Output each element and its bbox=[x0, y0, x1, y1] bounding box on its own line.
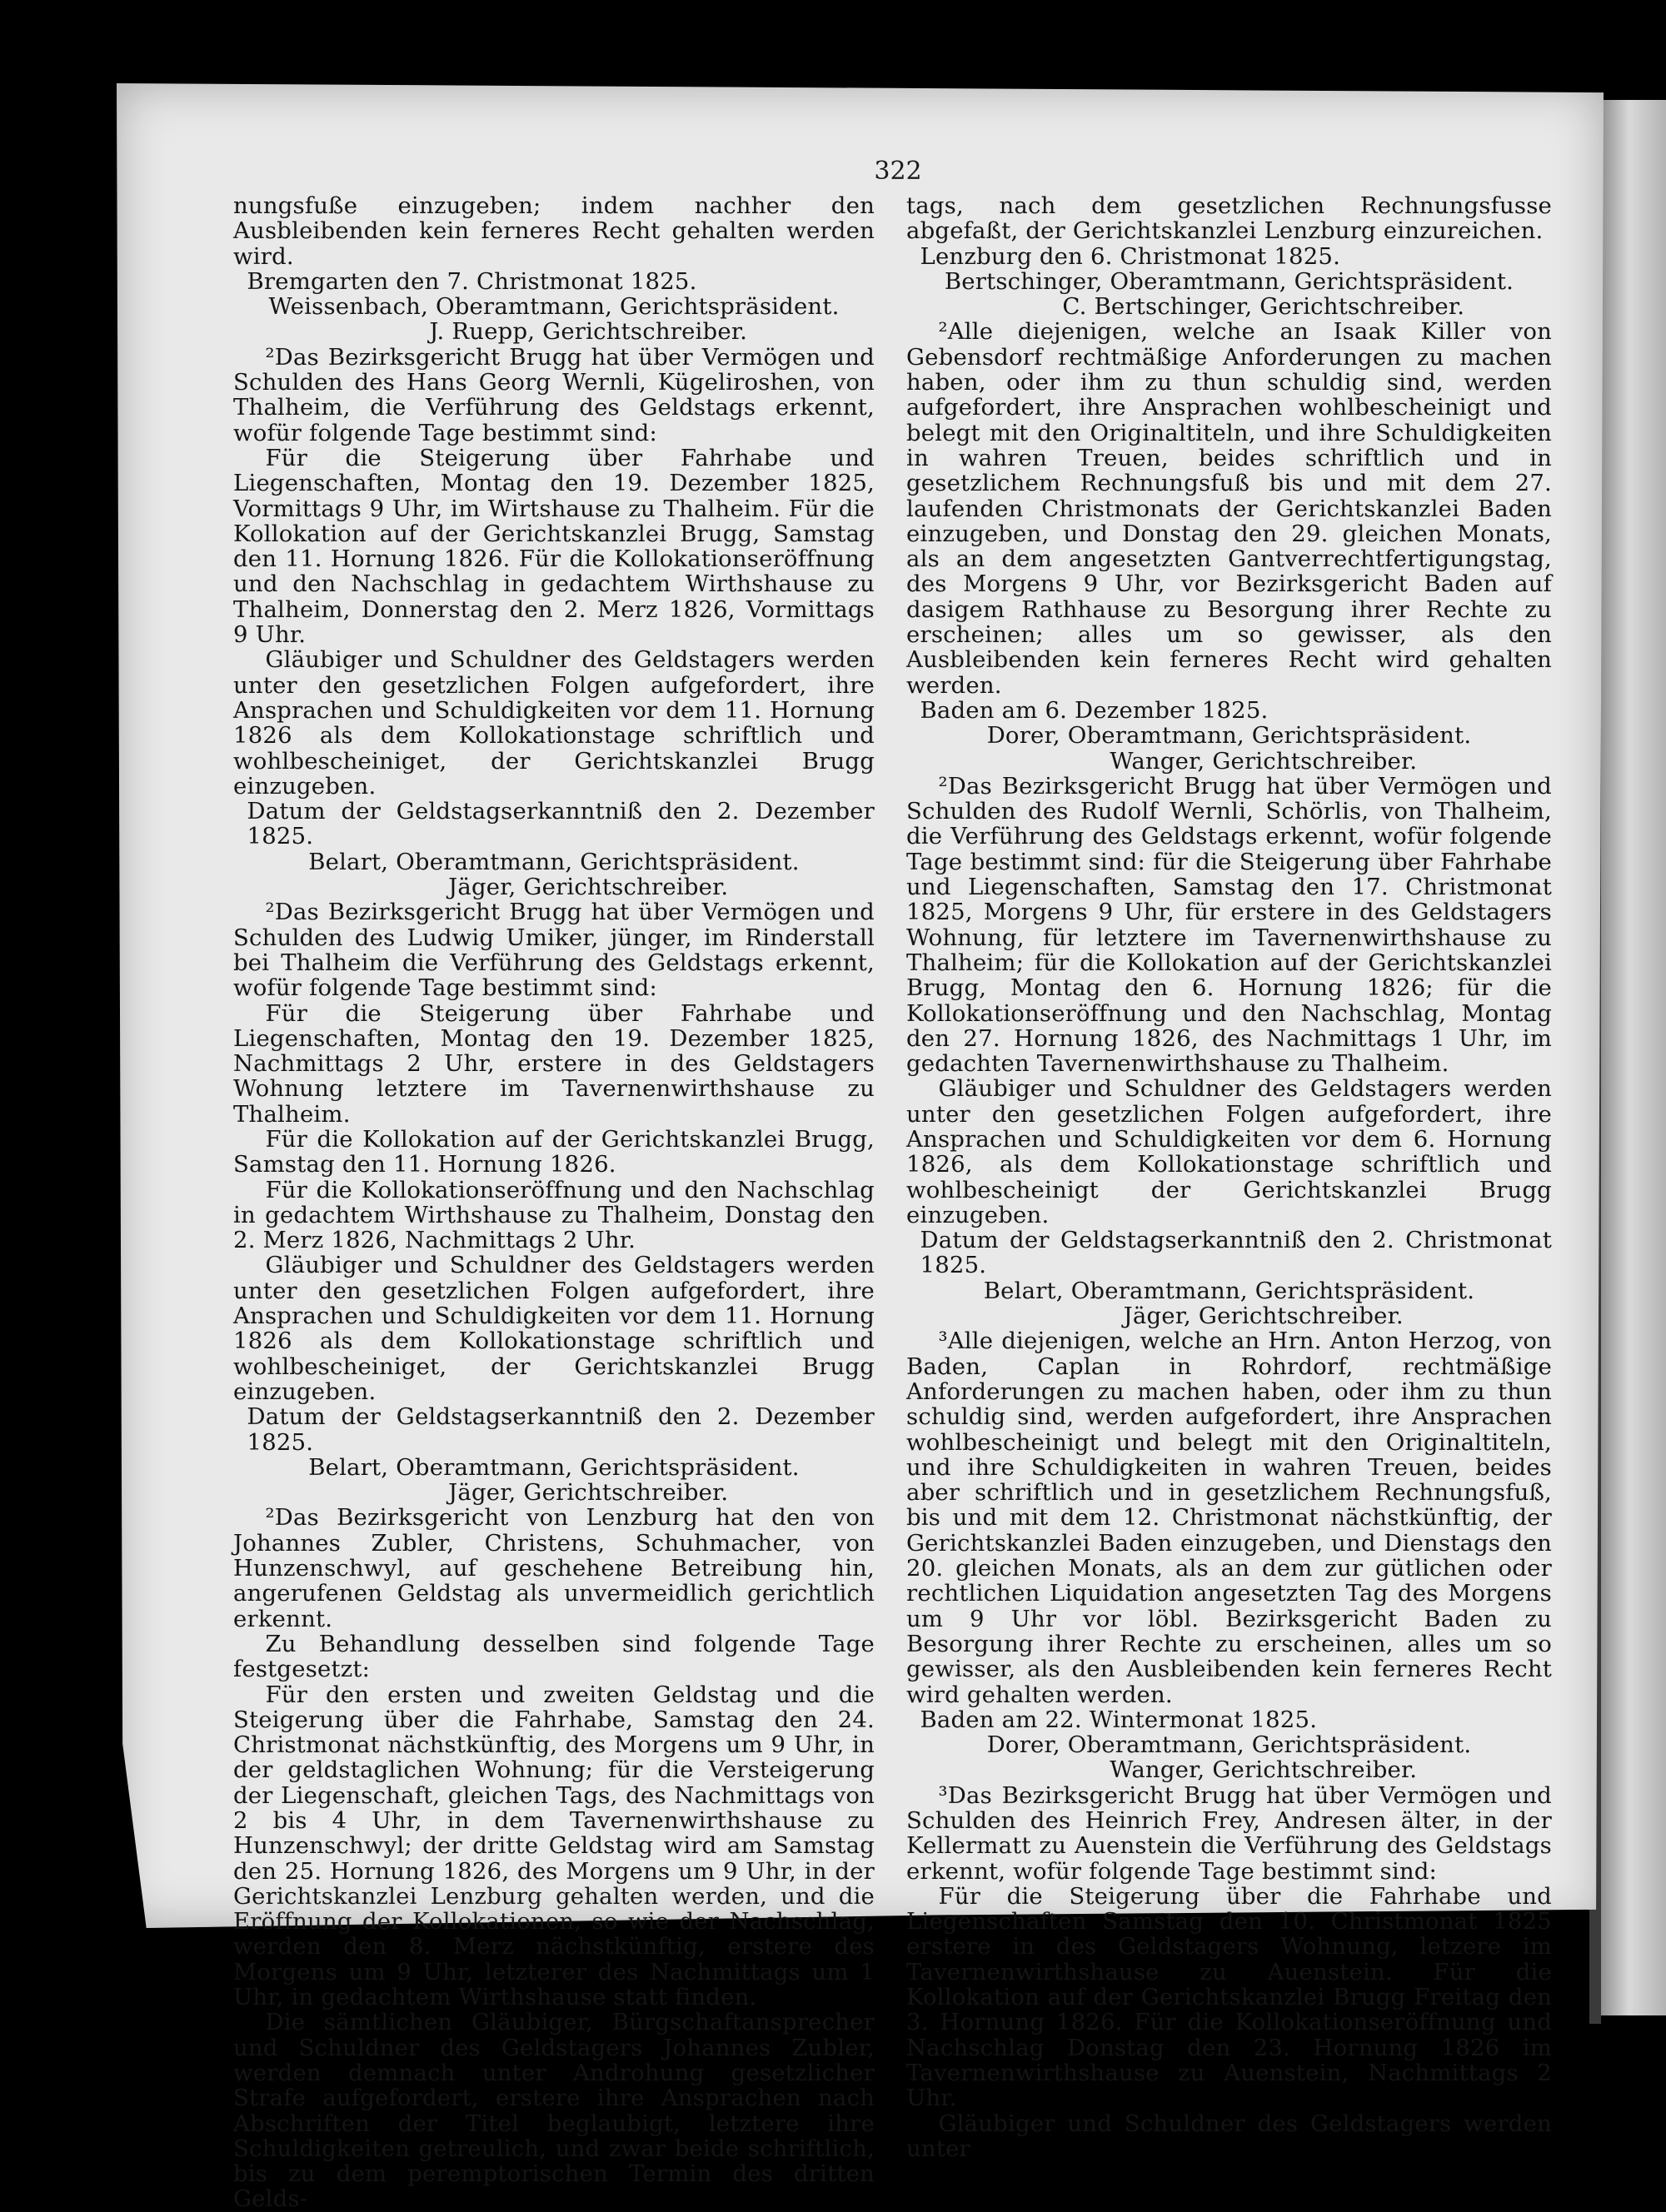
signature-line: Bertschinger, Oberamtmann, Gerichtspräsident. bbox=[944, 267, 1514, 295]
signature-line: J. Ruepp, Gerichtschreiber. bbox=[429, 318, 748, 346]
right-column bbox=[906, 193, 1552, 2161]
signature-line: Weissenbach, Oberamtmann, Gerichtspräsident. bbox=[268, 293, 840, 321]
notice-paragraph: Für die Kollokationseröffnung und den Nachschlag in gedachtem Wirthshause zu Thalheim, Donstag den 2. Merz 1826, Nachmittags 2 Uhr. bbox=[233, 1176, 875, 1254]
place-date-line: Lenzburg den 6. Christmonat 1825. bbox=[920, 242, 1341, 270]
notice-paragraph: Gläubiger und Schuldner des Geldstagers werden unter den gesetzlichen Folgen aufgefordert, ihre Ansprachen und Schuldigkeiten vor dem 6. Hornung 1826, als dem Kollokationstage schriftlich und wohlbescheinigt der Gerichtskanzlei Brugg einzugeben. bbox=[906, 1075, 1552, 1228]
left-column bbox=[233, 193, 875, 2212]
notice-paragraph: ²Das Bezirksgericht von Lenzburg hat den von Johannes Zubler, Christens, Schuhmacher, von Hunzenschwyl, auf geschehene Betreibung hin, angerufenen Geldstag als unvermeidlich gerichtlich erkennt. bbox=[233, 1504, 875, 1632]
signature-line: C. Bertschinger, Gerichtschreiber. bbox=[1062, 293, 1465, 321]
place-date-line: Datum der Geldstagserkanntniß den 2. Christmonat 1825. bbox=[920, 1227, 1552, 1279]
notice-paragraph: Für die Steigerung über die Fahrhabe und Liegenschaften Samstag den 10. Christmonat 1825 erstere in des Geldstagers Wohnung, letzere im Tavernenwirthshause zu Auenstein. Für die Kollokation auf der Gerichtskanzlei Brugg Freitag den 3. Hornung 1826. Für die Kollokationseröffnung und Nachschlag Donstag den 23. Hornung 1826 im Tavernenwirthshause zu Auenstein, Nachmittags 2 Uhr. bbox=[906, 1882, 1552, 2112]
notice-paragraph: Für den ersten und zweiten Geldstag und die Steigerung über die Fahrhabe, Samstag den 24. Christmonat nächstkünftig, des Morgens um 9 Uhr, in der geldstaglichen Wohnung; für die Versteigerung der Liegenschaft, gleichen Tags, des Nachmittags von 2 bis 4 Uhr, in dem Tavernenwirthshause zu Hunzenschwyl; der dritte Geldstag wird am Samstag den 25. Hornung 1826, des Morgens um 9 Uhr, in der Gerichtskanzlei Lenzburg gehalten werden, und die Eröffnung der Kollokationen, so wie der Nachschlag, werden den 8. Merz nächstkünftig, erstere des Morgens um 9 Uhr, letzterer des Nachmittags um 1 Uhr, in gedachtem Wirthshause statt finden. bbox=[233, 1681, 875, 2011]
signature-line: Wanger, Gerichtschreiber. bbox=[1110, 1756, 1418, 1784]
place-date-line: Baden am 6. Dezember 1825. bbox=[920, 696, 1269, 724]
notice-paragraph: ²Das Bezirksgericht Brugg hat über Vermögen und Schulden des Hans Georg Wernli, Kügeliroshen, von Thalheim, die Verführung des Geldstags erkennt, wofür folgende Tage bestimmt sind: bbox=[233, 343, 875, 446]
notice-paragraph: ²Das Bezirksgericht Brugg hat über Vermögen und Schulden des Rudolf Wernli, Schörlis, von Thalheim, die Verführung des Geldstags erkennt, wofür folgende Tage bestimmt sind: für die Steigerung über Fahrhabe und Liegenschaften, Samstag den 17. Christmonat 1825, Morgens 9 Uhr, für erstere in des Geldstagers Wohnung, für letztere im Tavernenwirthshause zu Thalheim; für die Kollokation auf der Gerichtskanzlei Brugg, Montag den 6. Hornung 1826; für die Kollokationseröffnung und den Nachschlag, Montag den 27. Hornung 1826, des Nachmittags 1 Uhr, im gedachten Tavernenwirthshause zu Thalheim. bbox=[906, 772, 1552, 1078]
notice-paragraph: ²Alle diejenigen, welche an Isaak Killer von Gebensdorf rechtmäßige Anforderungen zu machen haben, oder ihm zu thun schuldig sind, werden aufgefordert, ihre Ansprachen wohlbescheinigt und belegt mit den Originaltiteln, und ihre Schuldigkeiten in wahren Treuen, beides schriftlich und in gesetzlichem Rechnungsfuß bis und mit dem 27. laufenden Christmonats der Gerichtskanzlei Baden einzugeben, und Donstag den 29. gleichen Monats, als an dem angesetzten Gantverrechtfertigungstag, des Morgens 9 Uhr, vor Bezirksgericht Baden auf dasigem Rathhause zu Besorgung ihrer Rechte zu erscheinen; alles um so gewisser, als den Ausbleibenden kein ferneres Recht wird gehalten werden. bbox=[906, 318, 1552, 699]
notice-continuation: nungsfuße einzugeben; indem nachher den Ausbleibenden kein ferneres Recht gehalten werden wird. bbox=[233, 192, 875, 270]
signature-line: Belart, Oberamtmann, Gerichtspräsident. bbox=[983, 1277, 1475, 1304]
signature-line: Belart, Oberamtmann, Gerichtspräsident. bbox=[308, 1453, 800, 1481]
notice-paragraph: Für die Steigerung über Fahrhabe und Liegenschaften, Montag den 19. Dezember 1825, Vormittags 9 Uhr, im Wirtshause zu Thalheim. Für die Kollokation auf der Gerichtskanzlei Brugg, Samstag den 11. Hornung 1826. Für die Kollokationseröffnung und den Nachschlag in gedachtem Wirthshause zu Thalheim, Donnerstag den 2. Merz 1826, Vormittags 9 Uhr. bbox=[233, 444, 875, 649]
signature-line: Jäger, Gerichtschreiber. bbox=[448, 1479, 729, 1507]
signature-line: Dorer, Oberamtmann, Gerichtspräsident. bbox=[986, 722, 1472, 750]
notice-paragraph: Für die Kollokation auf der Gerichtskanzlei Brugg, Samstag den 11. Hornung 1826. bbox=[233, 1125, 875, 1178]
notice-paragraph: Für die Steigerung über Fahrhabe und Liegenschaften, Montag den 19. Dezember 1825, Nachmittags 2 Uhr, erstere in des Geldstagers Wohnung letztere im Tavernenwirthshause zu Thalheim. bbox=[233, 999, 875, 1128]
notice-paragraph: Zu Behandlung desselben sind folgende Tage festgesetzt: bbox=[233, 1630, 875, 1683]
place-date-line: Baden am 22. Wintermonat 1825. bbox=[920, 1706, 1318, 1733]
notice-paragraph: Gläubiger und Schuldner des Geldstagers werden unter den gesetzlichen Folgen aufgefordert, ihre Ansprachen und Schuldigkeiten vor dem 11. Hornung 1826 als dem Kollokationstage schriftlich und wohlbescheiniget, der Gerichtskanzlei Brugg einzugeben. bbox=[233, 1252, 875, 1405]
signature-line: Wanger, Gerichtschreiber. bbox=[1110, 747, 1418, 775]
place-date-line: Bremgarten den 7. Christmonat 1825. bbox=[247, 267, 697, 295]
signature-line: Jäger, Gerichtschreiber. bbox=[1123, 1303, 1404, 1330]
signature-line: Belart, Oberamtmann, Gerichtspräsident. bbox=[308, 848, 800, 875]
signature-line: Jäger, Gerichtschreiber. bbox=[448, 874, 729, 901]
notice-paragraph: Die sämtlichen Gläubiger, Bürgschaftansprecher und Schuldner des Geldstagers Johannes Zubler, werden demnach unter Androhung gesetzlicher Strafe aufgefordert, erstere ihre Ansprachen nach Abschriften der Titel beglaubigt, letztere ihre Schuldigkeiten getreulich, und zwar beide schriftlich, bis zu dem peremptorischen Termin des dritten Gelds- bbox=[233, 2009, 875, 2212]
book-spine bbox=[1599, 100, 1666, 2015]
place-date-line: Datum der Geldstagserkanntniß den 2. Dezember 1825. bbox=[247, 798, 875, 850]
notice-paragraph: ³Das Bezirksgericht Brugg hat über Vermögen und Schulden des Heinrich Frey, Andresen älter, in der Kellermatt zu Auenstein die Verführung des Geldstags erkennt, wofür folgende Tage bestimmt sind: bbox=[906, 1781, 1552, 1885]
notice-paragraph: ³Alle diejenigen, welche an Hrn. Anton Herzog, von Baden, Caplan in Rohrdorf, rechtmäßige Anforderungen zu machen haben, oder ihm zu thun schuldig sind, werden aufgefordert, ihre Ansprachen wohlbescheinigt und belegt mit den Originaltiteln, und ihre Schuldigkeiten in wahren Treuen, beides aber schriftlich und in gesetzlichem Rechnungsfuß, bis und mit dem 12. Christmonat nächstkünftig, der Gerichtskanzlei Baden einzugeben, und Dienstags den 20. gleichen Monats, als an dem zur gütlichen oder rechtlichen Liquidation angesetzten Tag des Morgens um 9 Uhr vor löbl. Bezirksgericht Baden zu Besorgung ihrer Rechte zu erscheinen, alles um so gewisser, als den Ausbleibenden kein ferneres Recht wird gehalten werden. bbox=[906, 1328, 1552, 1708]
notice-paragraph: ²Das Bezirksgericht Brugg hat über Vermögen und Schulden des Ludwig Umiker, jünger, im Rinderstall bei Thalheim die Verführung des Geldstags erkennt, wofür folgende Tage bestimmt sind: bbox=[233, 899, 875, 1002]
notice-paragraph: Gläubiger und Schuldner des Geldstagers werden unter bbox=[906, 2110, 1552, 2162]
place-date-line: Datum der Geldstagserkanntniß den 2. Dezember 1825. bbox=[247, 1403, 875, 1456]
notice-paragraph: Gläubiger und Schuldner des Geldstagers werden unter den gesetzlichen Folgen aufgefordert, ihre Ansprachen und Schuldigkeiten vor dem 11. Hornung 1826 als dem Kollokationstage schriftlich und wohlbescheiniget, der Gerichtskanzlei Brugg einzugeben. bbox=[233, 646, 875, 800]
notice-continuation: tags, nach dem gesetzlichen Rechnungsfusse abgefaßt, der Gerichtskanzlei Lenzburg einzureichen. bbox=[906, 192, 1552, 245]
page-number: 322 bbox=[874, 157, 922, 186]
signature-line: Dorer, Oberamtmann, Gerichtspräsident. bbox=[986, 1731, 1472, 1759]
